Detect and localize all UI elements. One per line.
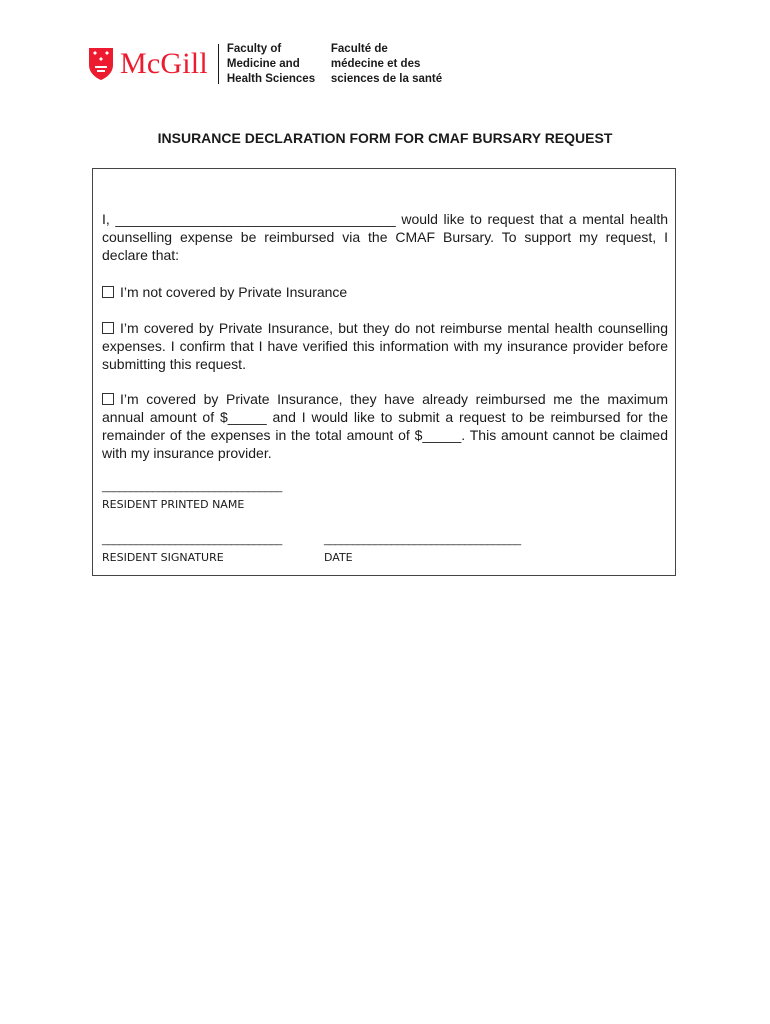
signature-label: RESIDENT SIGNATURE <box>102 551 224 564</box>
option-label: I’m covered by Private Insurance, they have already reimbursed me the maximum annual amount of $_____ and I would like to submit a request to be reimbursed for the remainder of the expenses in the total amount of $_____. This amount cannot be claimed with my insurance provider. <box>102 391 668 461</box>
option-not-covered <box>102 283 668 301</box>
faculty-name-en: Faculty of Medicine and Health Sciences <box>226 42 316 85</box>
printed-name-label: RESIDENT PRINTED NAME <box>102 498 245 511</box>
checkbox-covered-max-reimbursed[interactable] <box>102 393 114 405</box>
faculty-name-fr: Faculté de médecine et des sciences de la santé <box>330 42 443 85</box>
option-covered-max-reimbursed <box>102 390 668 462</box>
date-line[interactable]: ___________________________________ <box>324 534 521 546</box>
declaration-intro: I, ____________________________________ would like to request that a mental health counselling expense be reimbursed via the CMAF Bursary. To support my request, I declare that: <box>102 211 668 263</box>
header-divider <box>218 44 219 84</box>
date-label: DATE <box>324 551 353 564</box>
form-title: INSURANCE DECLARATION FORM FOR CMAF BURSARY REQUEST <box>157 130 613 146</box>
mcgill-wordmark: McGill <box>120 47 208 80</box>
checkbox-not-covered[interactable] <box>102 286 114 298</box>
printed-name-line[interactable]: ________________________________ <box>102 481 282 493</box>
checkbox-covered-no-mental-health[interactable] <box>102 322 114 334</box>
declaration-form <box>92 168 676 576</box>
mcgill-crest-icon <box>88 47 114 81</box>
option-label: I’m not covered by Private Insurance <box>120 284 348 300</box>
signature-line[interactable]: ________________________________ <box>102 534 282 546</box>
option-label: I’m covered by Private Insurance, but they do not reimburse mental health counselling expenses. I confirm that I have verified this information with my insurance provider before submitting this request. <box>102 320 668 372</box>
option-covered-no-mental-health <box>102 319 668 373</box>
letterhead <box>88 40 451 88</box>
